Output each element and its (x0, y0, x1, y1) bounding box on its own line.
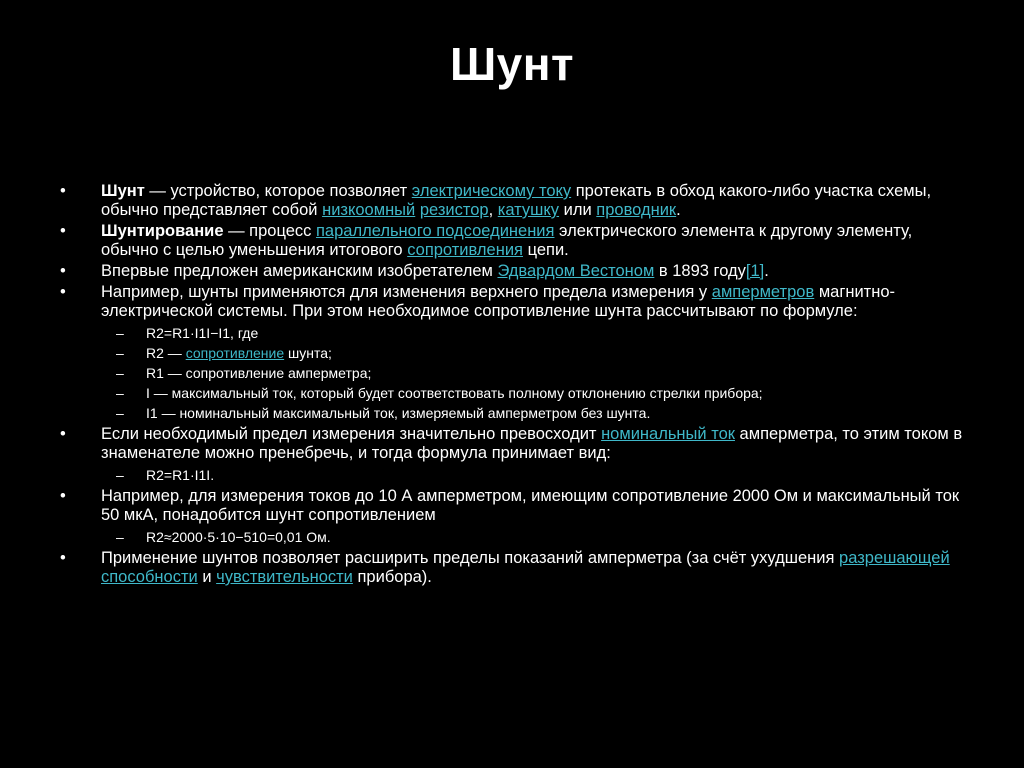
text: Если необходимый предел измерения значительно превосходит (101, 425, 602, 443)
bullet-icon: • (60, 425, 66, 443)
text: амперметра, то этим током в знаменателе можно пренебречь, и тогда формула принимает вид: (101, 425, 963, 462)
text: . (676, 201, 681, 219)
text: Применение шунтов позволяет расширить пределы показаний амперметра (за счёт ухудшения (101, 549, 840, 567)
bullet-item-shunt-definition (58, 182, 970, 220)
link-reference-1[interactable]: [1] (745, 262, 765, 280)
sub-item-r2 (58, 343, 970, 363)
bullet-item-history (58, 262, 970, 281)
bullet-icon: • (60, 222, 66, 240)
bullet-item-ammeter-usage (58, 283, 970, 321)
link-ammeters[interactable]: амперметров (711, 283, 815, 301)
text: цепи. (522, 241, 569, 259)
dash-icon: – (116, 529, 124, 545)
text: в 1893 году (654, 262, 746, 280)
link-nominal-current[interactable]: номинальный ток (601, 425, 735, 443)
dash-icon: – (116, 385, 124, 401)
bullet-item-application (58, 549, 970, 587)
text: — процесс (223, 222, 316, 240)
sub-item-r1 (58, 363, 970, 383)
link-parallel-connection[interactable]: параллельного подсоединения (315, 222, 555, 240)
text: Впервые предложен американским изобретателем (101, 262, 498, 280)
term-bold: Шунтирование (101, 222, 224, 240)
formula-text: R2=R1·I1I−I1, где (146, 325, 259, 341)
text: протекать в обход какого-либо участка схемы, обычно представляет собой (101, 182, 932, 219)
text: , (488, 201, 498, 219)
dash-icon: – (116, 467, 124, 483)
slide-content (58, 182, 970, 589)
dash-icon: – (116, 365, 124, 381)
sub-item-i (58, 383, 970, 403)
text: I1 — номинальный максимальный ток, измеряемый амперметром без шунта. (146, 405, 651, 421)
formula-text: R2=R1·I1I. (146, 467, 215, 483)
link-resistance-sub[interactable]: сопротивление (185, 345, 285, 361)
link-edward-weston[interactable]: Эдвардом Вестоном (497, 262, 655, 280)
slide-title: Шунт (449, 38, 575, 90)
link-resistor[interactable]: резистор (419, 201, 489, 219)
term-bold: Шунт (101, 182, 145, 200)
text: или (559, 201, 597, 219)
link-electric-current[interactable]: электрическому току (411, 182, 572, 200)
link-resistance[interactable]: сопротивления (407, 241, 523, 259)
link-conductor[interactable]: проводник (596, 201, 677, 219)
text: R1 — сопротивление амперметра; (146, 365, 372, 381)
dash-icon: – (116, 405, 124, 421)
text: Например, для измерения токов до 10 А амперметром, имеющим сопротивление 2000 Ом и максимальный ток 50 мкА, понадобится шунт сопротивлением (101, 487, 960, 524)
text: Например, шунты применяются для изменения верхнего предела измерения у (101, 283, 712, 301)
bullet-item-shunting-definition (58, 222, 970, 260)
bullet-icon: • (60, 283, 66, 301)
link-coil[interactable]: катушку (497, 201, 560, 219)
dash-icon: – (116, 345, 124, 361)
sub-item-i1 (58, 403, 970, 423)
text: шунта; (284, 345, 332, 361)
sub-item-simple-formula (58, 465, 970, 485)
sub-item-calculation (58, 527, 970, 547)
text: R2 — (146, 345, 186, 361)
link-sensitivity[interactable]: чувствительности (216, 568, 353, 586)
text: I — максимальный ток, который будет соответствовать полному отклонению стрелки прибора; (146, 385, 763, 401)
link-low-resistance[interactable]: низкоомный (322, 201, 416, 219)
bullet-icon: • (60, 549, 66, 567)
bullet-icon: • (60, 182, 66, 200)
text: электрического элемента к другому элементу, обычно с целью уменьшения итогового (101, 222, 913, 259)
text: прибора). (352, 568, 432, 586)
bullet-item-nominal-current (58, 425, 970, 463)
sub-item-formula (58, 323, 970, 343)
link-resolution[interactable]: разрешающей способности (101, 549, 950, 586)
text: и (197, 568, 217, 586)
bullet-item-example (58, 487, 970, 525)
text: магнитно-электрической системы. При этом необходимое сопротивление шунта рассчитывают по формуле: (101, 283, 896, 320)
formula-text: R2≈2000·5·10−510=0,01 Ом. (146, 529, 331, 545)
text: . (764, 262, 769, 280)
bullet-icon: • (60, 262, 66, 280)
bullet-icon: • (60, 487, 66, 505)
text: — устройство, которое позволяет (144, 182, 412, 200)
dash-icon: – (116, 325, 124, 341)
